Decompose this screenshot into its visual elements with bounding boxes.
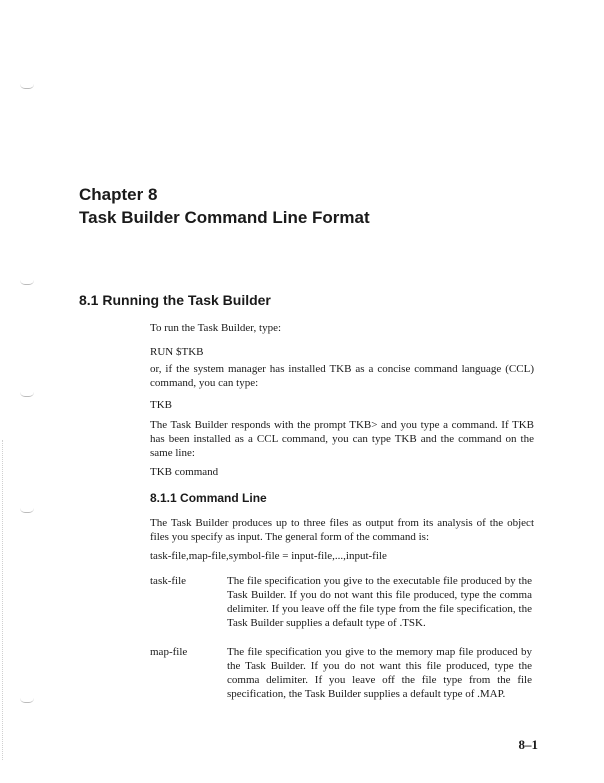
chapter-title: Task Builder Command Line Format bbox=[79, 208, 370, 227]
command-example: TKB command bbox=[150, 466, 219, 478]
definition-text: The file specification you give to the memory map file produced by the Task Builder. If you do not want this file produced, type the comma delimiter. If you leave off the file type from the file specification, the Task Builder supplies a default type of .MAP. bbox=[227, 646, 532, 700]
command-example: RUN $TKB bbox=[150, 346, 204, 358]
command-syntax: task-file,map-file,symbol-file = input-file,...,input-file bbox=[150, 550, 387, 562]
section-heading: 8.1 Running the Task Builder bbox=[79, 292, 271, 308]
definition-text: The file specification you give to the executable file produced by the Task Builder. If you do not want this file produced, type the comma delimiter. If you leave off the file type from the file specification, the Task Builder supplies a default type of .TSK. bbox=[227, 575, 532, 629]
punch-hole-mark bbox=[20, 698, 34, 703]
punch-hole-mark bbox=[20, 508, 34, 513]
chapter-number: Chapter 8 bbox=[79, 185, 158, 204]
punch-hole-mark bbox=[20, 392, 34, 397]
section-paragraph: The Task Builder responds with the prompt TKB> and you type a command. If TKB has been installed as a CCL command, you can type TKB and the command on the same line: bbox=[150, 419, 534, 459]
subsection-heading: 8.1.1 Command Line bbox=[150, 491, 267, 505]
page-number: 8–1 bbox=[518, 737, 538, 752]
definition-term: map-file bbox=[150, 646, 188, 658]
punch-hole-mark bbox=[20, 280, 34, 285]
section-intro: To run the Task Builder, type: bbox=[150, 322, 282, 334]
scan-edge-line bbox=[2, 440, 4, 760]
command-example: TKB bbox=[150, 399, 172, 411]
definition-term: task-file bbox=[150, 575, 187, 587]
punch-hole-mark bbox=[20, 84, 34, 89]
subsection-paragraph: The Task Builder produces up to three files as output from its analysis of the object files you specify as input. The general form of the command is: bbox=[150, 517, 534, 543]
section-paragraph: or, if the system manager has installed TKB as a concise command language (CCL) command, you can type: bbox=[150, 363, 534, 389]
